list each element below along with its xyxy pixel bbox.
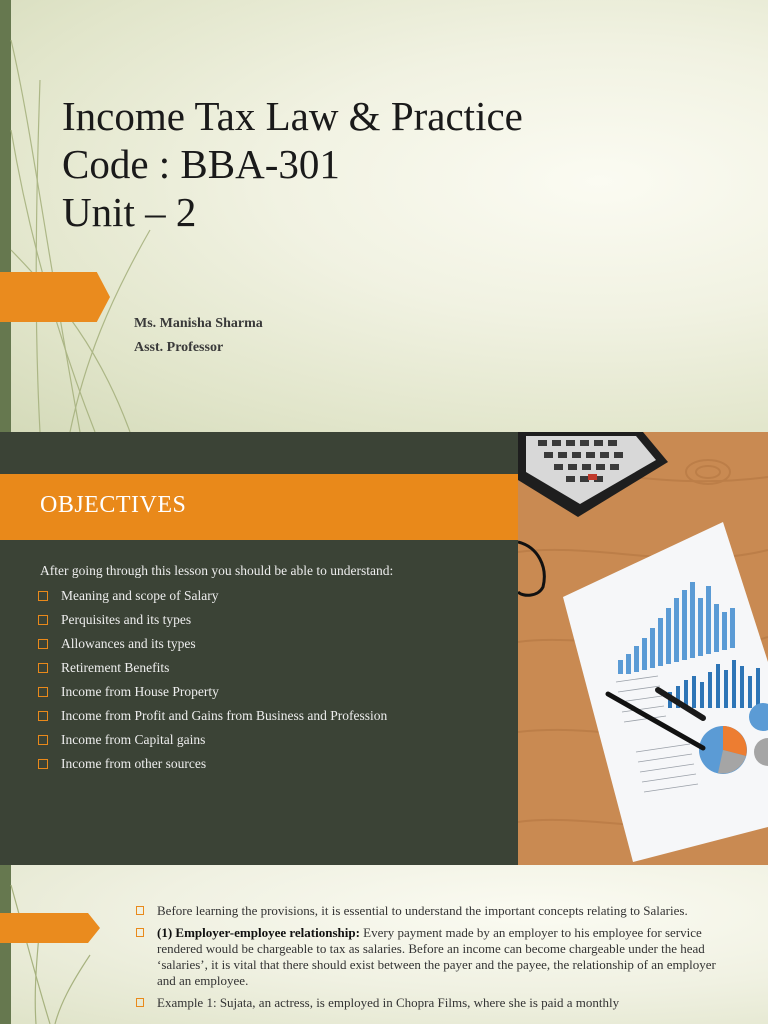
orange-arrow-accent [0,272,110,322]
author-block [134,312,263,360]
objectives-list [38,584,387,776]
list-item-label: Retirement Benefits [61,660,170,675]
list-item-label: Income from House Property [61,684,219,699]
list-item [38,752,387,776]
square-bullet-icon [38,687,48,697]
presentation-title [62,92,682,236]
list-item-label: Allowances and its types [61,636,196,651]
author-role: Asst. Professor [134,340,224,355]
list-item [38,680,387,704]
paragraph-heading: (1) Employer-employee relationship: [157,925,360,940]
square-bullet-icon [38,639,48,649]
slide-body [136,903,728,1017]
list-item [38,608,387,632]
list-item [38,728,387,752]
paragraph: Example 1: Sujata, an actress, is employed in Chopra Films, where she is paid a monthly [157,995,620,1010]
title-line: Unit – 2 [62,189,197,235]
slide-title [0,0,768,432]
title-line: Code : BBA-301 [62,141,340,187]
list-item [136,925,728,989]
square-bullet-icon [38,735,48,745]
square-bullet-icon [136,928,144,937]
list-item-label: Perquisites and its types [61,612,192,627]
paragraph: Every payment made by an employer to his employee for service rendered would be chargeable to tax as salaries. Before an income can become chargeable under the head ‘salaries’, it is vital that there should exist between the payer and the payee, the relationship of an employer and an employee. [157,925,716,988]
list-item [38,656,387,680]
list-item [38,584,387,608]
list-item [38,704,387,728]
square-bullet-icon [38,591,48,601]
square-bullet-icon [38,759,48,769]
author-name: Ms. Manisha Sharma [134,316,263,331]
list-item [136,995,728,1011]
square-bullet-icon [136,906,144,915]
paragraph: Before learning the provisions, it is essential to understand the important concepts relating to Salaries. [157,903,688,918]
title-line: Income Tax Law & Practice [62,93,523,139]
square-bullet-icon [38,663,48,673]
square-bullet-icon [136,998,144,1007]
objectives-heading: OBJECTIVES [40,492,187,518]
list-item-label: Income from Capital gains [61,732,206,747]
list-item-label: Meaning and scope of Salary [61,588,219,603]
list-item-label: Income from other sources [61,756,207,771]
decorative-lines [0,865,120,1024]
list-item [136,903,728,919]
orange-arrow-accent [0,913,100,943]
desk-photo-illustration [518,432,768,865]
list-item-label: Income from Profit and Gains from Business and Profession [61,708,388,723]
slide-objectives [0,432,768,865]
square-bullet-icon [38,711,48,721]
square-bullet-icon [38,615,48,625]
slide-salary-concepts [0,865,768,1024]
objectives-intro: After going through this lesson you should be able to understand: [40,563,394,578]
list-item [38,632,387,656]
